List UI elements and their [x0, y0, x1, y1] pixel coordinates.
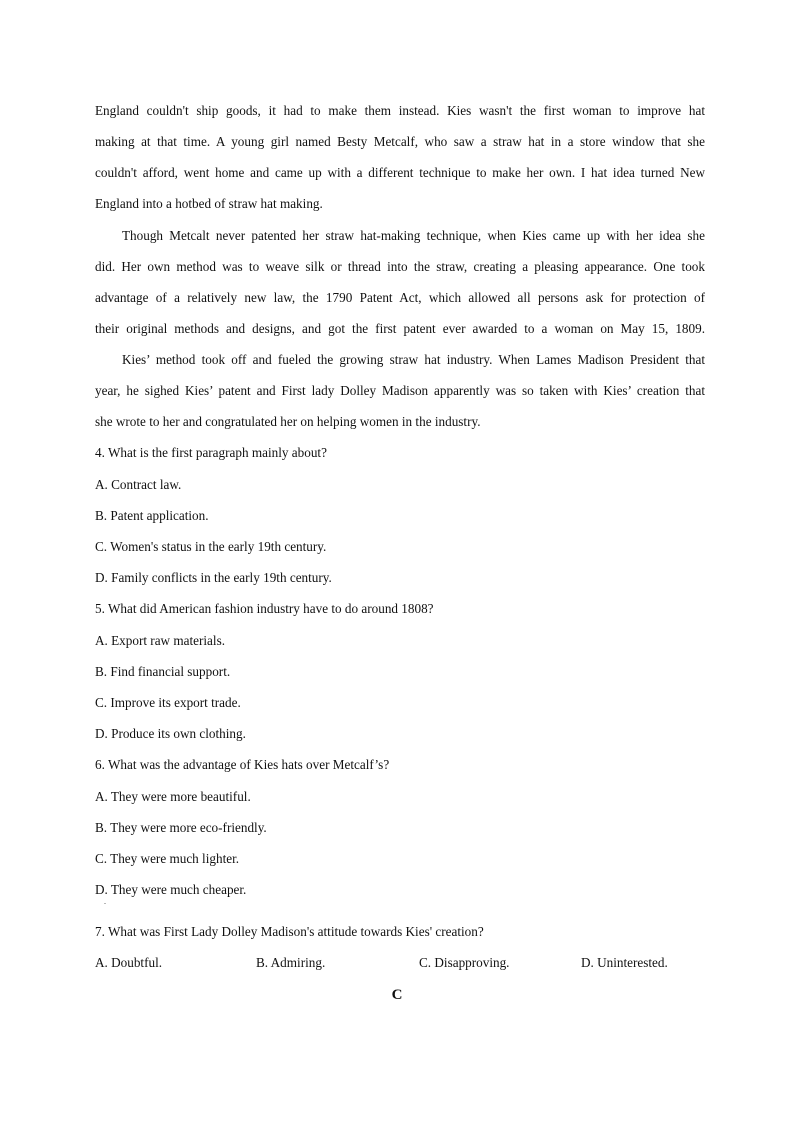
answer-option: D. Family conflicts in the early 19th century.: [95, 570, 332, 585]
passage-line: England into a hotbed of straw hat making.: [95, 196, 323, 211]
passage-line: their original methods and designs, and got the first patent ever awarded to a woman on May 15, 1809.: [95, 321, 705, 336]
question-stem: 6. What was the advantage of Kies hats over Metcalf’s?: [95, 757, 390, 772]
answer-option: A. Export raw materials.: [95, 633, 226, 648]
answer-option: B. They were more eco-friendly.: [95, 820, 267, 835]
answer-option: D. They were much cheaper.: [95, 882, 247, 897]
answer-option: A. Doubtful.: [95, 955, 163, 970]
passage-line: making at that time. A young girl named Besty Metcalf, who saw a straw hat in a store window that she: [95, 134, 705, 149]
passage-line: she wrote to her and congratulated her on helping women in the industry.: [95, 414, 481, 429]
answer-option: C. Disapproving.: [419, 955, 510, 970]
answer-option: C. They were much lighter.: [95, 851, 240, 866]
answer-option: B. Find financial support.: [95, 664, 231, 679]
answer-option: A. Contract law.: [95, 477, 182, 492]
stray-mark: .: [104, 897, 106, 906]
answer-options-row: [95, 954, 715, 972]
answer-option: B. Admiring.: [256, 955, 326, 970]
passage-line: Though Metcalt never patented her straw hat-making technique, when Kies came up with her idea she: [122, 228, 705, 243]
answer-option: B. Patent application.: [95, 508, 209, 523]
passage-line: did. Her own method was to weave silk or thread into the straw, creating a pleasing appearance. One took: [95, 259, 705, 274]
answer-option: C. Improve its export trade.: [95, 695, 241, 710]
passage-line: year, he sighed Kies’ patent and First lady Dolley Madison apparently was so taken with Kies’ creation that: [95, 383, 705, 398]
passage-line: England couldn't ship goods, it had to make them instead. Kies wasn't the first woman to improve hat: [95, 103, 705, 118]
answer-option: D. Produce its own clothing.: [95, 726, 246, 741]
answer-option: A. They were more beautiful.: [95, 789, 251, 804]
answer-option: C. Women's status in the early 19th century.: [95, 539, 327, 554]
section-heading: C: [391, 987, 403, 1003]
question-stem: 5. What did American fashion industry have to do around 1808?: [95, 601, 434, 616]
answer-option: D. Uninterested.: [581, 955, 668, 970]
passage-line: advantage of a relatively new law, the 1790 Patent Act, which allowed all persons ask for protection of: [95, 290, 705, 305]
question-stem: 7. What was First Lady Dolley Madison's attitude towards Kies' creation?: [95, 924, 484, 939]
question-stem: 4. What is the first paragraph mainly about?: [95, 445, 327, 460]
passage-line: couldn't afford, went home and came up with a different technique to make her own. I hat idea turned New: [95, 165, 705, 180]
passage-line: Kies’ method took off and fueled the growing straw hat industry. When Lames Madison President that: [122, 352, 705, 367]
